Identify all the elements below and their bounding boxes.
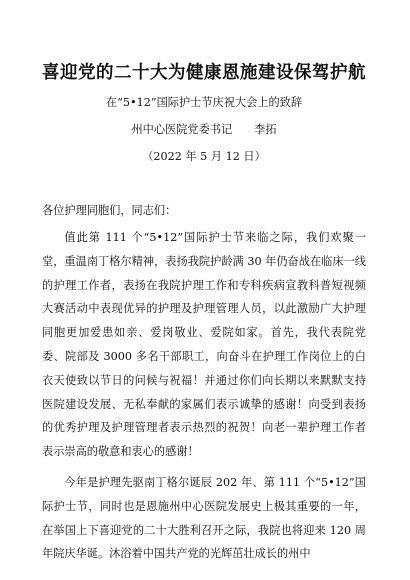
body-paragraph-2: 今年是护理先驱南丁格尔诞辰 202 年、第 111 个“5•12”国际护士节，同时也是恩施州中心医院发展史上极其重要的一年，在举国上下喜迎党的二十大胜利召开之际，我院也将迎来 120 周年院庆华诞。沐浴着中国共产党的光辉茁壮成长的州中 <box>42 475 366 561</box>
document-date: （2022 年 5 月 12 日） <box>142 150 266 163</box>
body-paragraph-1: 值此第 111 个“5•12”国际护士节来临之际，我们欢聚一堂，重温南丁格尔精神，表扬我院护龄满 30 年仍奋战在临床一线的护理工作者，表扬在我院护理工作和专科疾病宣教科普短视频大赛活动中表现优异的护理及护理管理人员，以此激励广大护理同胞更加爱患如亲、爱岗敬业、爱院如家。首先，我代表院党委、院部及 3000 多名干部职工，向奋斗在护理工作岗位上的白衣天使致以节日的问候与祝福！并通过你们向长期以来默默支持医院建设发展、无私奉献的家属们表示诚挚的感谢！向受到表扬的优秀护理及护理管理者表示热烈的祝贺！向老一辈护理工作者表示崇高的敬意和衷心的感谢！ <box>42 231 366 459</box>
salutation: 各位护理同胞们，同志们： <box>42 204 177 217</box>
author-line <box>42 122 366 138</box>
document-title: 喜迎党的二十大为健康恩施建设保驾护航 <box>42 63 366 83</box>
author-organization: 州中心医院党委书记 <box>131 123 233 136</box>
author-name: 李拓 <box>254 123 277 136</box>
document-subtitle: 在“5•12”国际护士节庆祝大会上的致辞 <box>105 96 303 109</box>
